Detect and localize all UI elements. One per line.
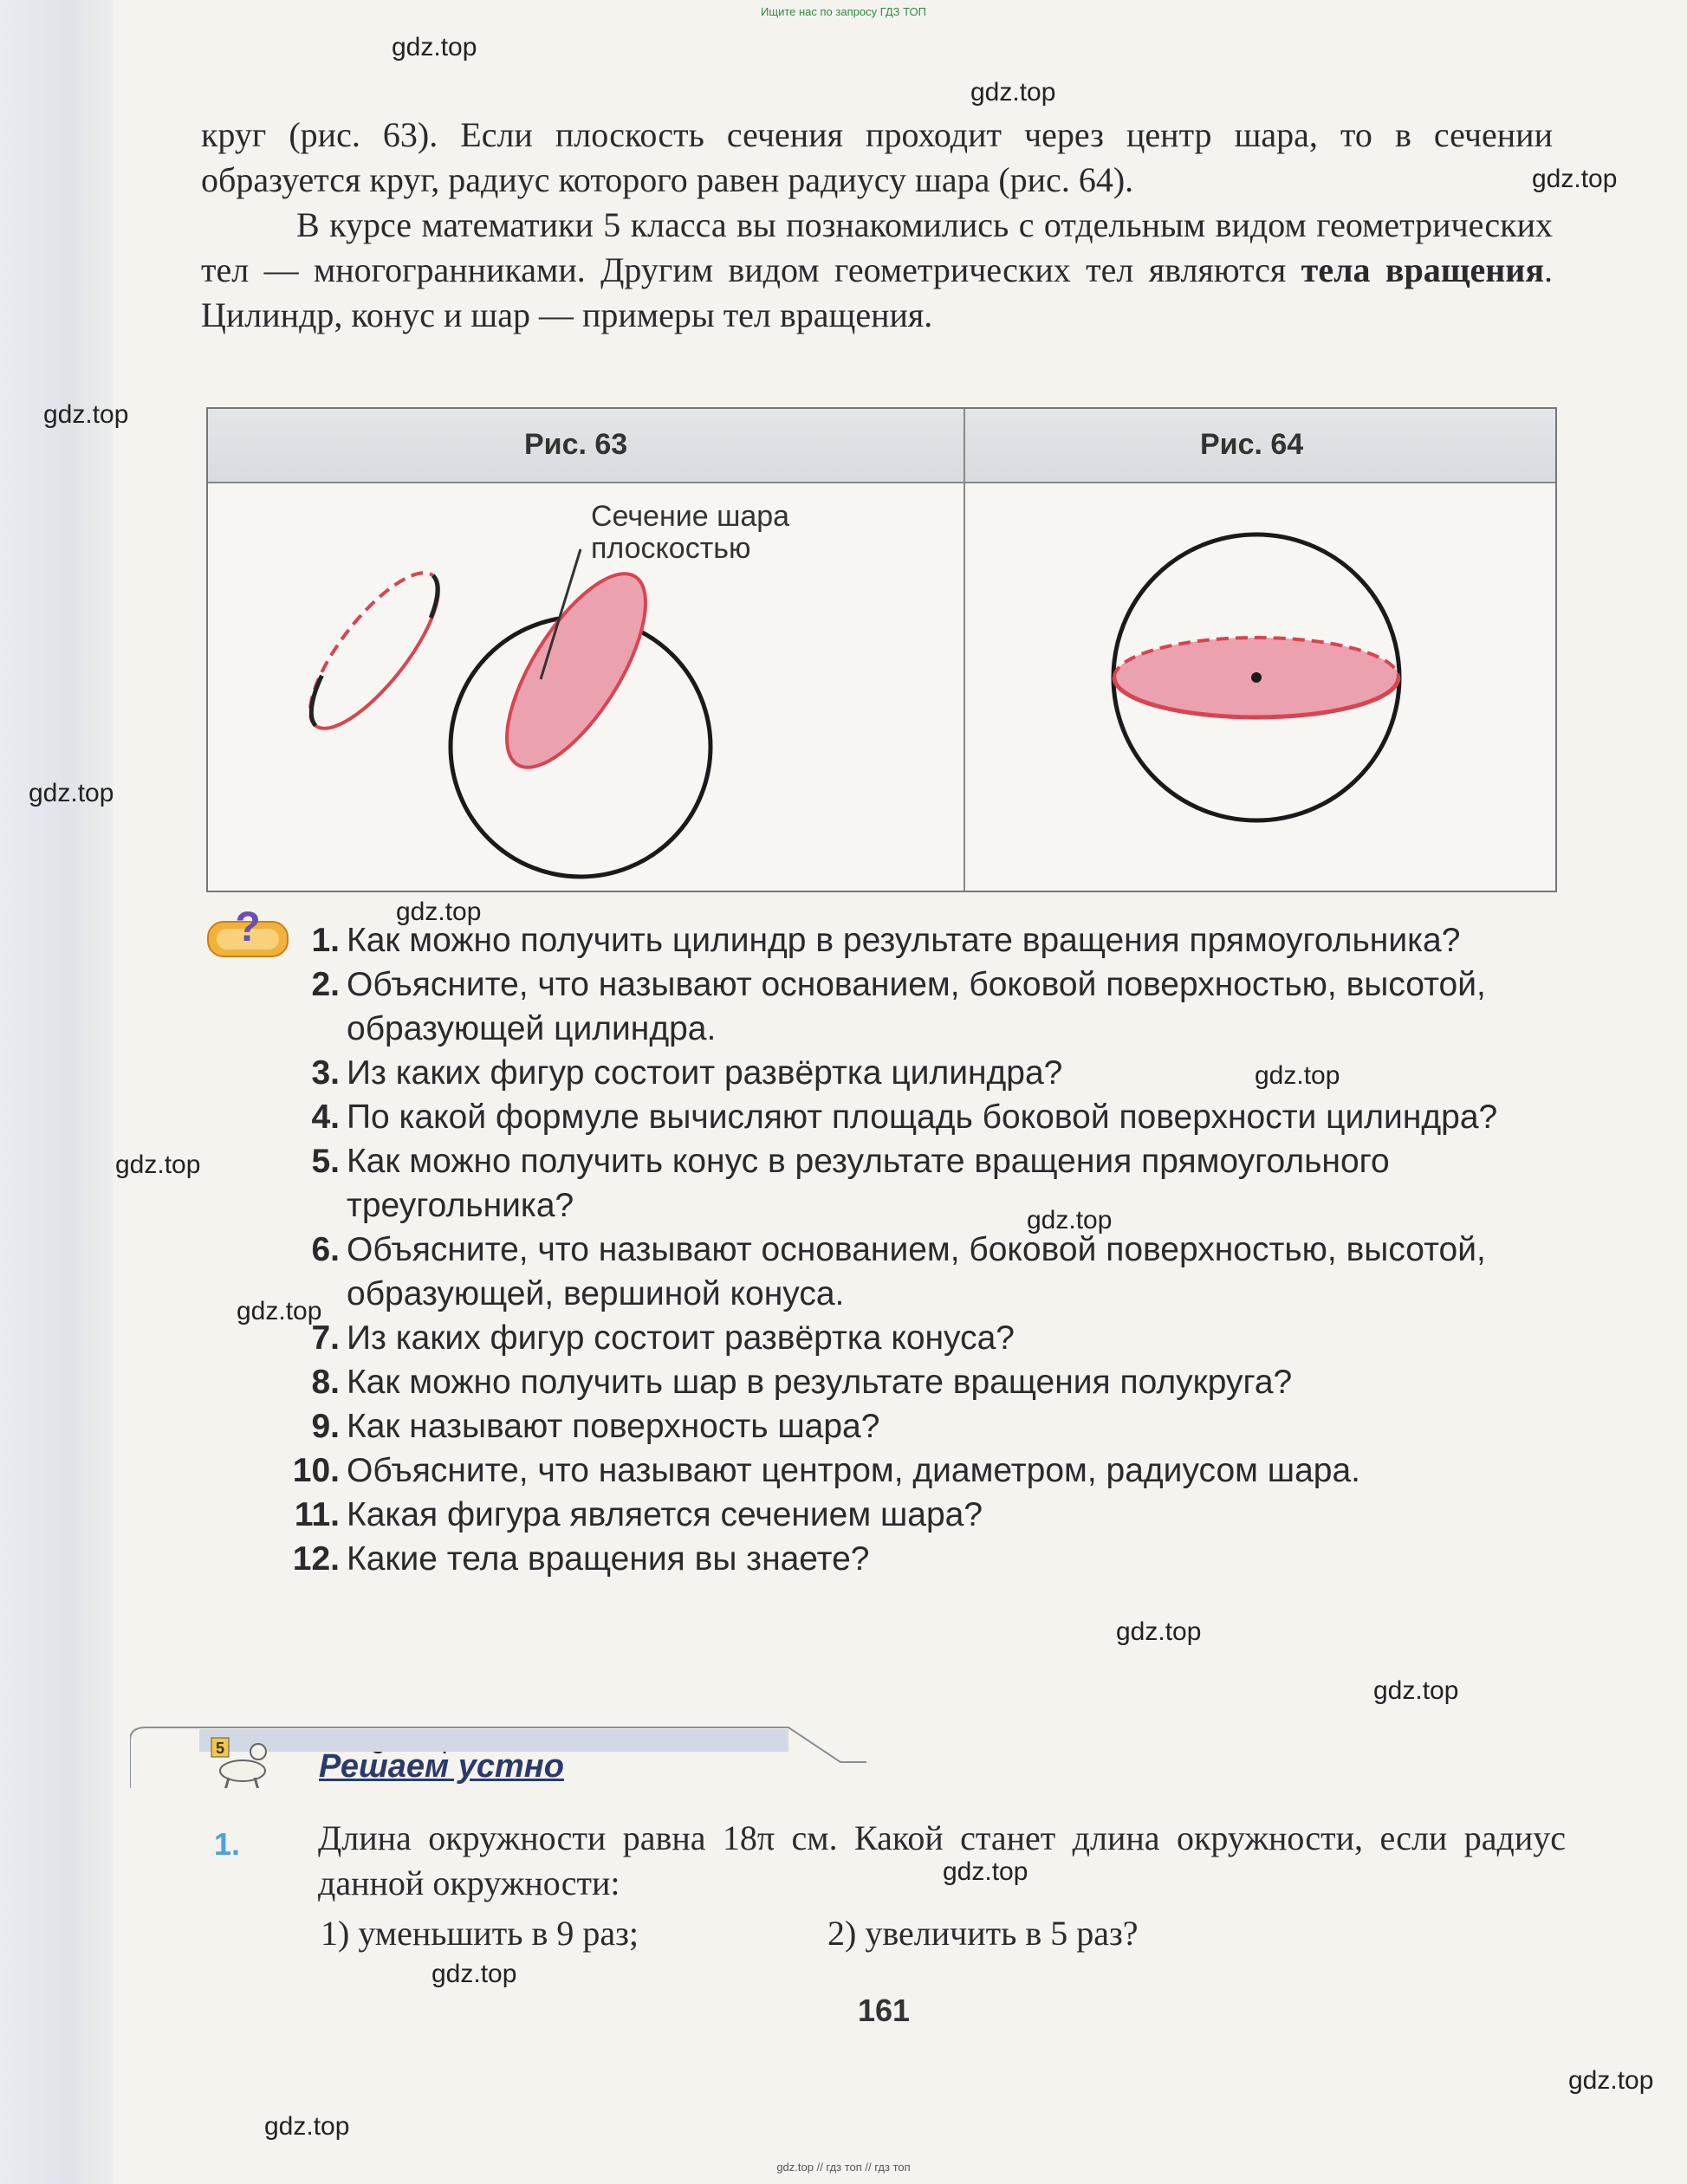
question-item (286, 1228, 1560, 1316)
fig64-title: Рис. 64 (1200, 428, 1304, 461)
question-text: Объясните, что называют основанием, боковой поверхностью, высотой, образующей, вершиной конуса. (347, 1231, 1486, 1312)
question-number: 3. (311, 1054, 340, 1092)
question-item (286, 1095, 1560, 1139)
watermark: gdz.top (970, 78, 1056, 107)
intro-text-end: . Цилиндр, конус и шар — примеры тел вращения. (201, 250, 1553, 334)
intro-text: В курсе математики 5 класса вы познакомились с отдельным видом геометрических тел — многогранниками. Другим видом геометрических тел являются (201, 205, 1553, 289)
question-text: Объясните, что называют центром, диаметром, радиусом шара. (347, 1452, 1360, 1489)
watermark: gdz.top (1027, 1206, 1113, 1235)
watermark: gdz.top (1255, 1061, 1340, 1090)
question-number: 8. (311, 1364, 340, 1401)
footer-note: gdz.top // гдз топ // гдз топ (776, 2161, 911, 2174)
intro-paragraph-1: круг (рис. 63). Если плоскость сечения проходит через центр шара, то в сечении образуется круг, радиус которого равен радиусу шара (рис. 64). (201, 115, 1553, 199)
figures-drawing (208, 409, 1555, 891)
question-number: 10. (292, 1452, 340, 1489)
question-item (286, 1139, 1560, 1228)
question-icon (204, 906, 291, 960)
question-number: 7. (311, 1319, 340, 1357)
exercise-text: Длина окружности равна 18π см. Какой станет длина окружности, если радиус данной окружности: (318, 1818, 1566, 1902)
sphere-center-point (1251, 672, 1262, 683)
question-text: Какая фигура является сечением шара? (347, 1496, 983, 1533)
question-number: 12. (292, 1540, 340, 1578)
question-number: 1. (311, 922, 340, 959)
question-item (286, 1360, 1560, 1404)
question-text: Как можно получить конус в результате вращения прямоугольного треугольника? (347, 1143, 1390, 1224)
question-text: По какой формуле вычисляют площадь боковой поверхности цилиндра? (347, 1098, 1498, 1136)
question-text: Какие тела вращения вы знаете? (347, 1540, 870, 1578)
section-title: Решаем устно (319, 1748, 564, 1785)
fig63-label-line2: плоскостью (591, 532, 751, 565)
watermark: gdz.top (1116, 1617, 1202, 1646)
question-text: Объясните, что называют основанием, боковой поверхностью, высотой, образующей цилиндра. (347, 966, 1486, 1047)
exercise-option-2: 2) увеличить в 5 раз? (827, 1914, 1139, 1953)
question-item (286, 1493, 1560, 1537)
question-item (286, 918, 1560, 962)
page-gutter-shadow (0, 0, 113, 2184)
fig63-drawing (289, 500, 789, 877)
fig64-drawing (1113, 535, 1399, 820)
watermark: gdz.top (1568, 2066, 1654, 2095)
intro-paragraph-2 (201, 203, 1553, 338)
question-text: Из каких фигур состоит развёртка конуса? (347, 1319, 1015, 1357)
question-item (286, 1448, 1560, 1493)
svg-text:?: ? (235, 906, 261, 950)
question-text: Из каких фигур состоит развёртка цилиндра? (347, 1054, 1063, 1092)
watermark: gdz.top (431, 1960, 517, 1988)
question-item (286, 962, 1560, 1051)
question-item (286, 1537, 1560, 1581)
watermark: gdz.top (392, 33, 477, 62)
fig63-label-line1: Сечение шара (591, 500, 790, 533)
watermark: gdz.top (115, 1150, 201, 1179)
figures-table (206, 407, 1557, 892)
question-item (286, 1316, 1560, 1360)
watermark: gdz.top (943, 1857, 1028, 1886)
watermark: gdz.top (43, 400, 129, 429)
section-ellipse-small (289, 555, 458, 746)
svg-text:5: 5 (215, 1740, 225, 1757)
exercise-option-1: 1) уменьшить в 9 раз; (321, 1914, 639, 1953)
header-note: Ищите нас по запросу ГДЗ ТОП (761, 5, 926, 18)
question-number: 9. (311, 1408, 340, 1445)
question-text: Как можно получить шар в результате вращения полукруга? (347, 1364, 1293, 1401)
watermark: gdz.top (1532, 165, 1618, 193)
sphere-section (481, 554, 672, 787)
question-number: 2. (311, 966, 340, 1003)
page-number: 161 (858, 1993, 911, 2028)
question-text: Как называют поверхность шара? (347, 1408, 880, 1445)
question-text: Как можно получить цилиндр в результате вращения прямоугольника? (347, 922, 1461, 959)
question-item (286, 1051, 1560, 1095)
question-number: 6. (311, 1231, 340, 1268)
watermark: gdz.top (1373, 1676, 1459, 1705)
watermark: gdz.top (264, 2112, 350, 2141)
question-item (286, 1404, 1560, 1448)
exercise-number: 1. (214, 1826, 241, 1862)
question-number: 4. (311, 1098, 340, 1136)
intro-bold-term: тела вращения (1301, 250, 1544, 289)
watermark: gdz.top (396, 898, 482, 926)
question-list (286, 918, 1560, 1581)
fig63-title: Рис. 63 (524, 428, 628, 461)
question-number: 11. (294, 1496, 340, 1533)
question-number: 5. (311, 1143, 340, 1180)
watermark: gdz.top (29, 779, 114, 807)
watermark: gdz.top (237, 1297, 322, 1325)
